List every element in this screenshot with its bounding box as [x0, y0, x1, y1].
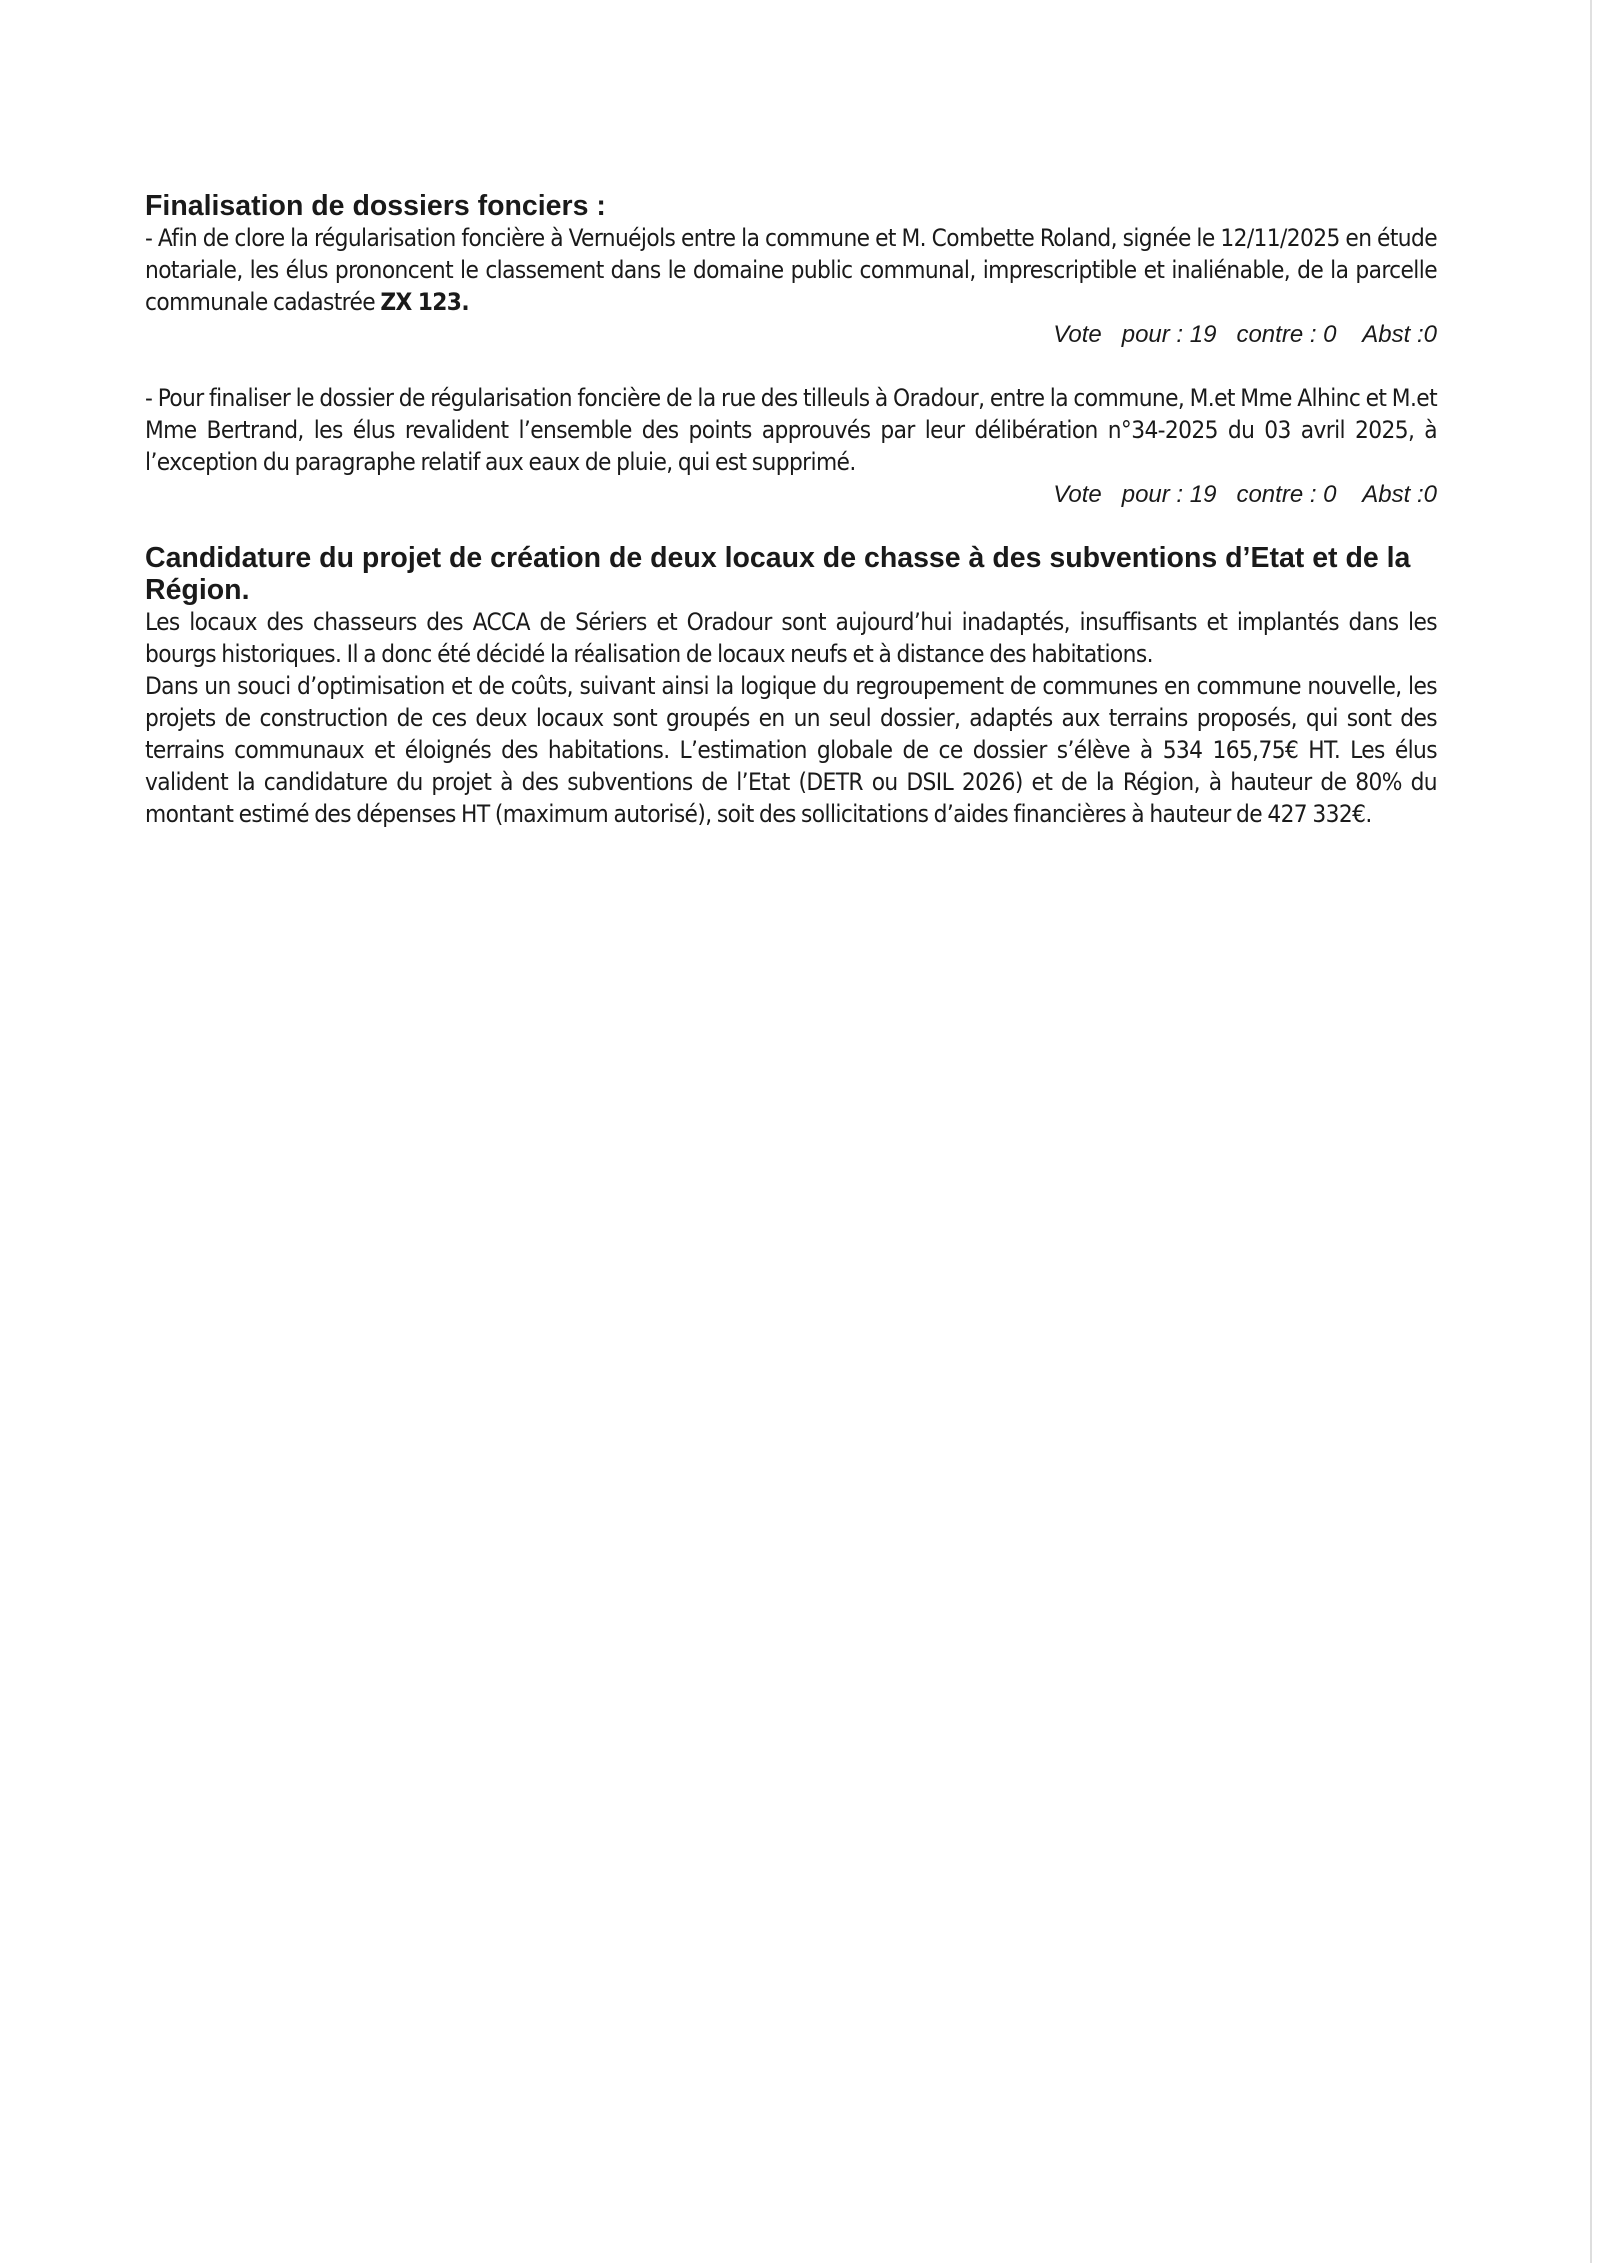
land-item-vernuejols: [145, 222, 1437, 318]
document-content: [145, 190, 1437, 830]
spacer: [145, 512, 1437, 542]
land-item-oradour: - Pour finaliser le dossier de régularisation foncière de la rue des tilleuls à Oradour, entre la commune, M.et Mme Alhinc et M.et Mme Bertrand, les élus revalident l’ensemble des points approuvés par leur délibération n°34-2025 du 03 avril 2025, à l’exception du paragraphe relatif aux eaux de pluie, qui est supprimé.: [145, 384, 1437, 476]
section-land-files: [145, 190, 1437, 512]
section-hunting-premises: [145, 542, 1437, 830]
scan-edge-line: [1590, 0, 1592, 2263]
section-heading-land-files: Finalisation de dossiers fonciers :: [145, 190, 606, 222]
parcel-reference: ZX 123.: [380, 288, 469, 316]
hunting-premises-decision: Dans un souci d’optimisation et de coûts, suivant ainsi la logique du regroupement de communes en commune nouvelle, les projets de construction de ces deux locaux sont groupés en un seul dossier, adaptés aux terrains proposés, qui sont des terrains communaux et éloignés des habitations. L’estimation globale de ce dossier s’élève à 534 165,75€ HT. Les élus valident la candidature du projet à des subventions de l’Etat (DETR ou DSIL 2026) et de la Région, à hauteur de 80% du montant estimé des dépenses HT (maximum autorisé), soit des sollicitations d’aides financières à hauteur de 427 332€.: [145, 672, 1437, 828]
land-item-vernuejols-text: - Afin de clore la régularisation foncière à Vernuéjols entre la commune et M. Combette Roland, signée le 12/11/2025 en étude notariale, les élus prononcent le classement dans le domaine public communal, imprescriptible et inaliénable, de la parcelle communale cadastrée: [145, 224, 1437, 316]
spacer: [145, 352, 1437, 382]
hunting-premises-context: Les locaux des chasseurs des ACCA de Sériers et Oradour sont aujourd’hui inadaptés, insuffisants et implantés dans les bourgs historiques. Il a donc été décidé la réalisation de locaux neufs et à distance des habitations.: [145, 608, 1437, 668]
section-heading-hunting-premises: Candidature du projet de création de deux locaux de chasse à des subventions d’Etat et de la Région.: [145, 542, 1411, 606]
vote-result-item-1: Vote pour : 19 contre : 0 Abst :0: [1053, 321, 1437, 348]
vote-result-item-2: Vote pour : 19 contre : 0 Abst :0: [1053, 481, 1437, 508]
